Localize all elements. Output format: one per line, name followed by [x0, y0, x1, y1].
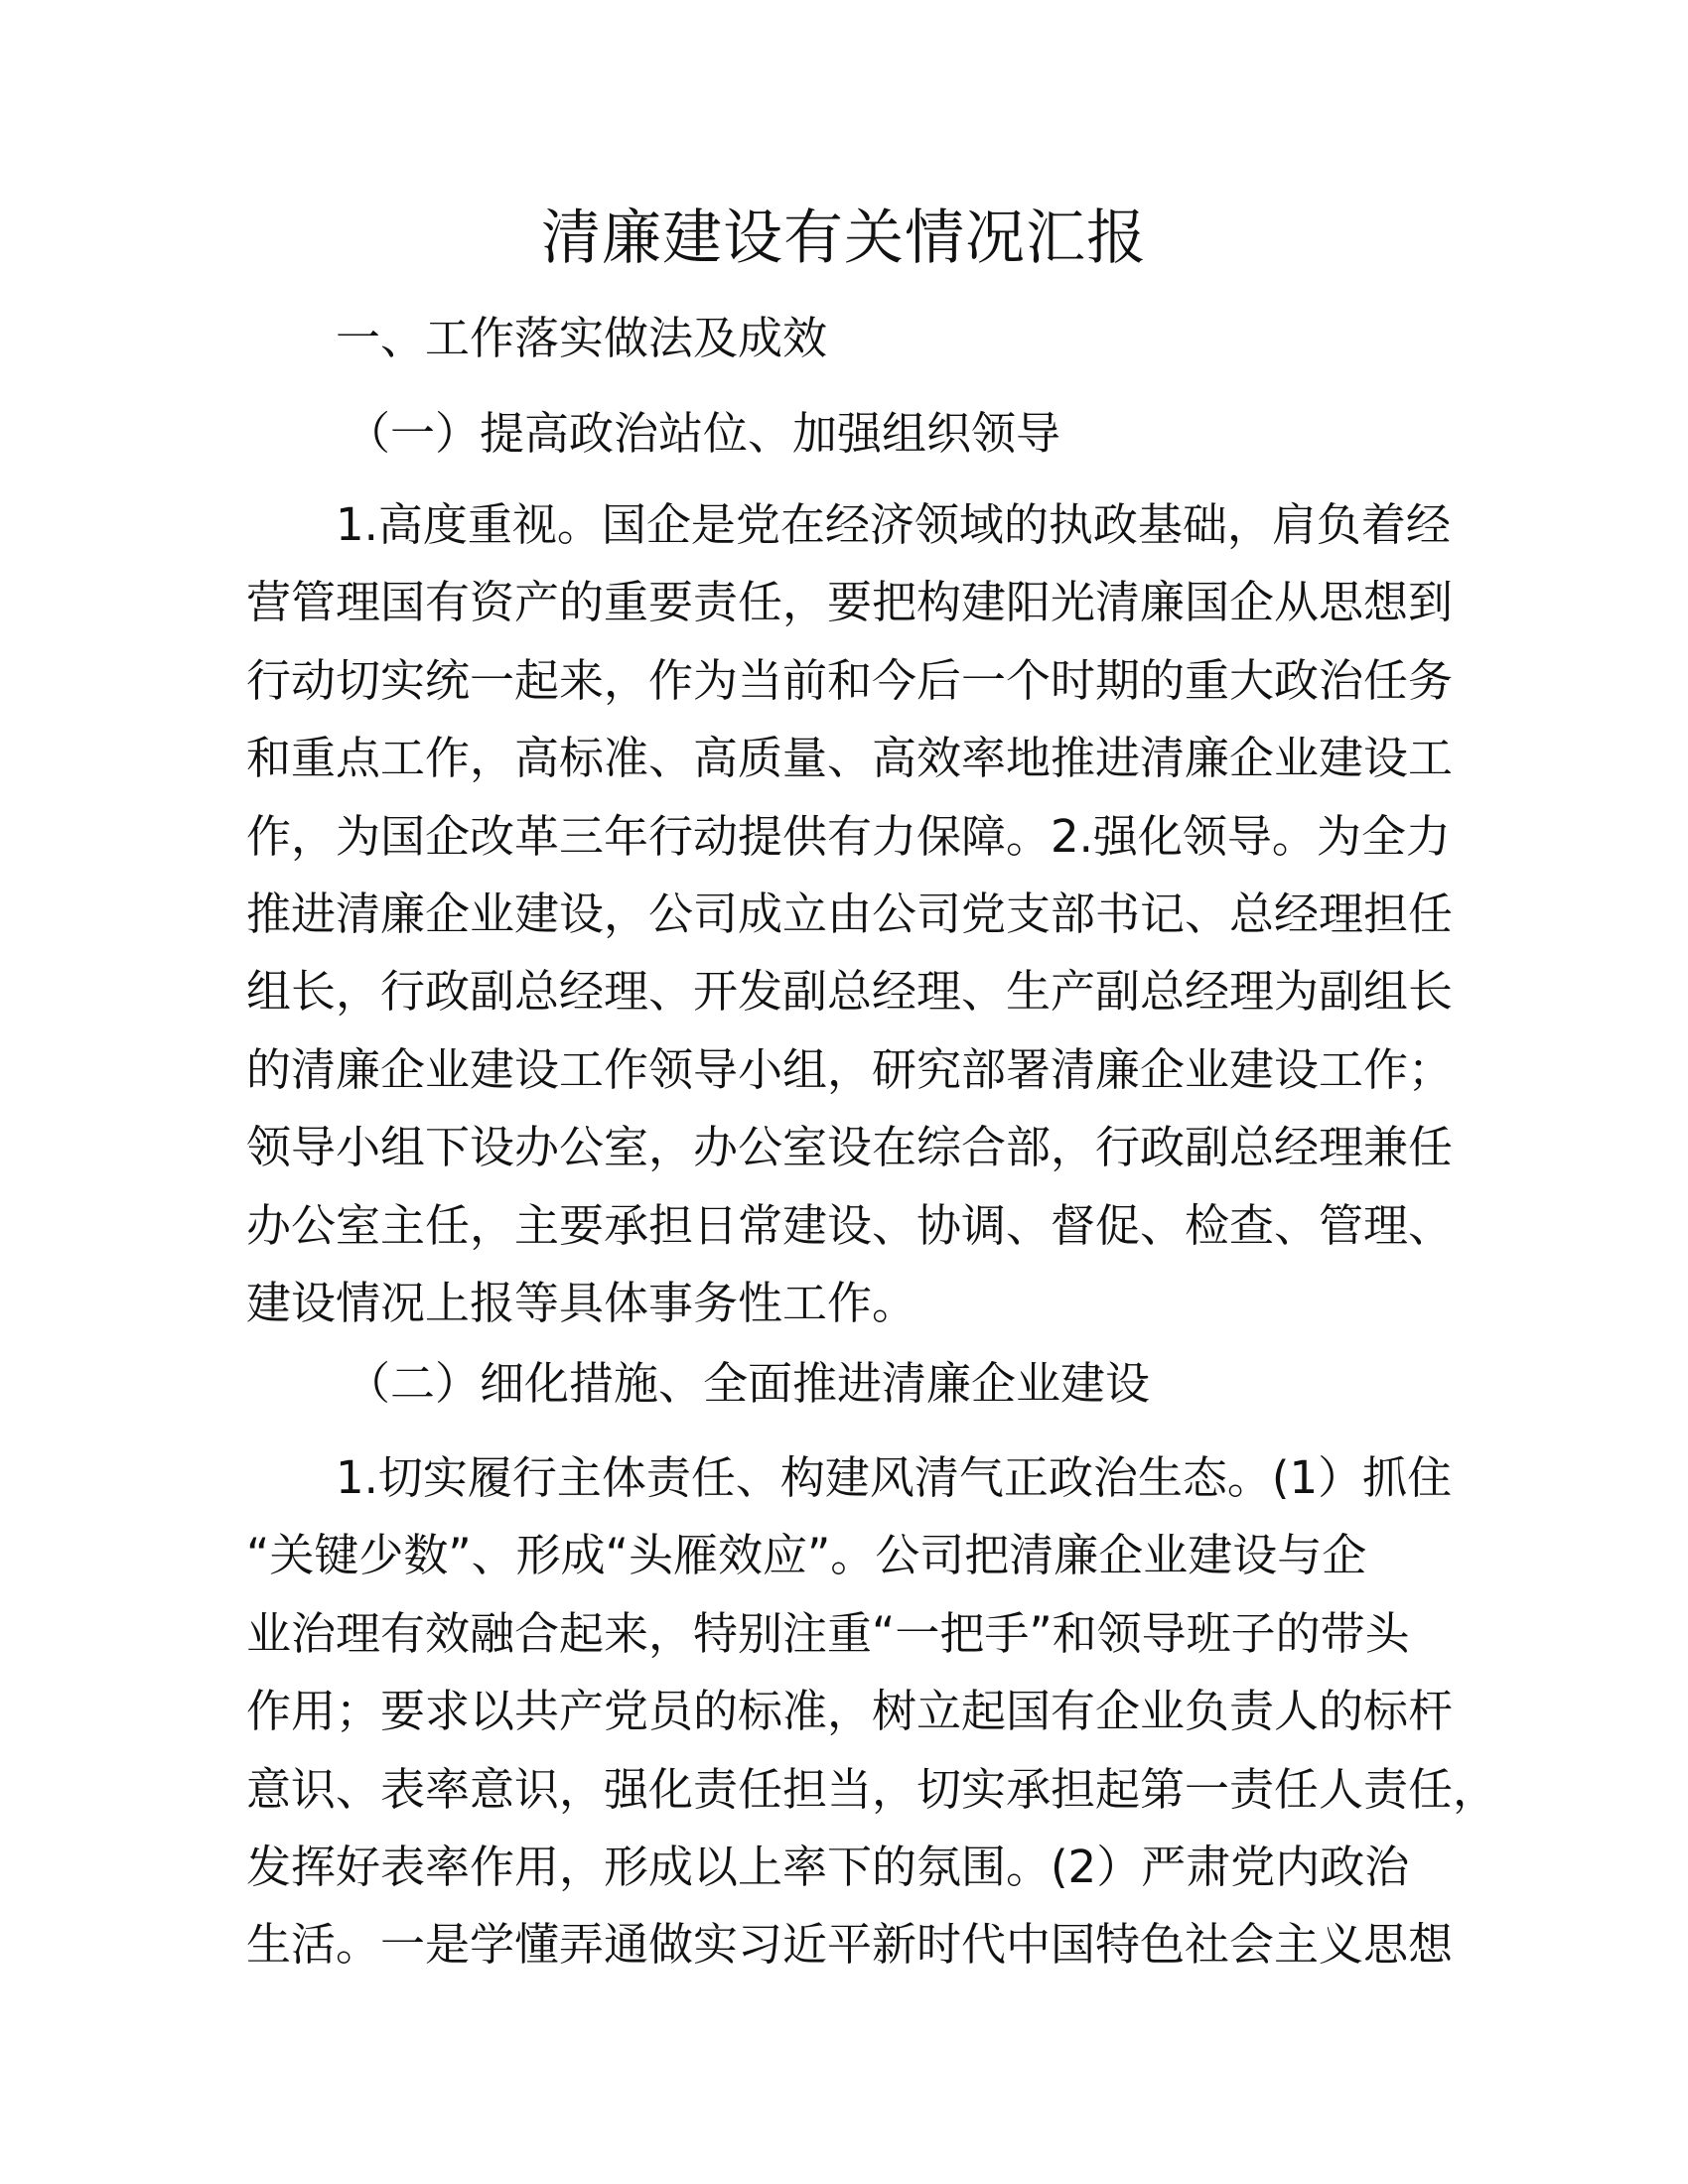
paragraph-1 [246, 486, 1454, 1342]
paragraph-line: 组长，行政副总经理、开发副总经理、生产副总经理为副组长 [246, 965, 1454, 1019]
section-heading-1: 一、工作落实做法及成效 [336, 312, 828, 364]
paragraph-2 [246, 1439, 1498, 1984]
subsection-heading-2: （二）细化措施、全面推进清廉企业建设 [346, 1357, 1151, 1410]
paragraph-line: 和重点工作，高标准、高质量、高效率地推进清廉企业建设工 [246, 732, 1454, 785]
paragraph-line: 作，为国企改革三年行动提供有力保障。2.强化领导。为全力 [246, 809, 1451, 863]
paragraph-line: “关键少数”、形成“头雁效应”。公司把清廉企业建设与企 [246, 1529, 1367, 1582]
paragraph-line: 办公室主任，主要承担日常建设、协调、督促、检查、管理、 [246, 1198, 1454, 1252]
paragraph-line: 1.切实履行主体责任、构建风清气正政治生态。(1）抓住 [246, 1451, 1453, 1504]
paragraph-line: 生活。一是学懂弄通做实习近平新时代中国特色社会主义思想 [246, 1918, 1454, 1972]
paragraph-line: 推进清廉企业建设，公司成立由公司党支部书记、总经理担任 [246, 887, 1454, 940]
paragraph-line: 1.高度重视。国企是党在经济领域的执政基础，肩负着经 [246, 498, 1451, 551]
paragraph-line: 意识、表率意识，强化责任担当，切实承担起第一责任人责任， [246, 1762, 1498, 1816]
paragraph-line: 作用；要求以共产党员的标准，树立起国有企业负责人的标杆 [246, 1685, 1454, 1738]
paragraph-line: 的清廉企业建设工作领导小组，研究部署清廉企业建设工作； [246, 1042, 1454, 1096]
document-title: 清廉建设有关情况汇报 [541, 204, 1147, 273]
paragraph-line: 业治理有效融合起来，特别注重“一把手”和领导班子的带头 [246, 1606, 1410, 1660]
subsection-heading-1: （一）提高政治站位、加强组织领导 [346, 407, 1061, 460]
paragraph-line: 营管理国有资产的重要责任，要把构建阳光清廉国企从思想到 [246, 576, 1454, 629]
paragraph-line: 领导小组下设办公室，办公室设在综合部，行政副总经理兼任 [246, 1121, 1454, 1174]
paragraph-line: 行动切实统一起来，作为当前和今后一个时期的重大政治任务 [246, 653, 1454, 707]
paragraph-line: 建设情况上报等具体事务性工作。 [246, 1276, 917, 1329]
paragraph-line: 发挥好表率作用，形成以上率下的氛围。(2）严肃党内政治 [246, 1840, 1410, 1893]
